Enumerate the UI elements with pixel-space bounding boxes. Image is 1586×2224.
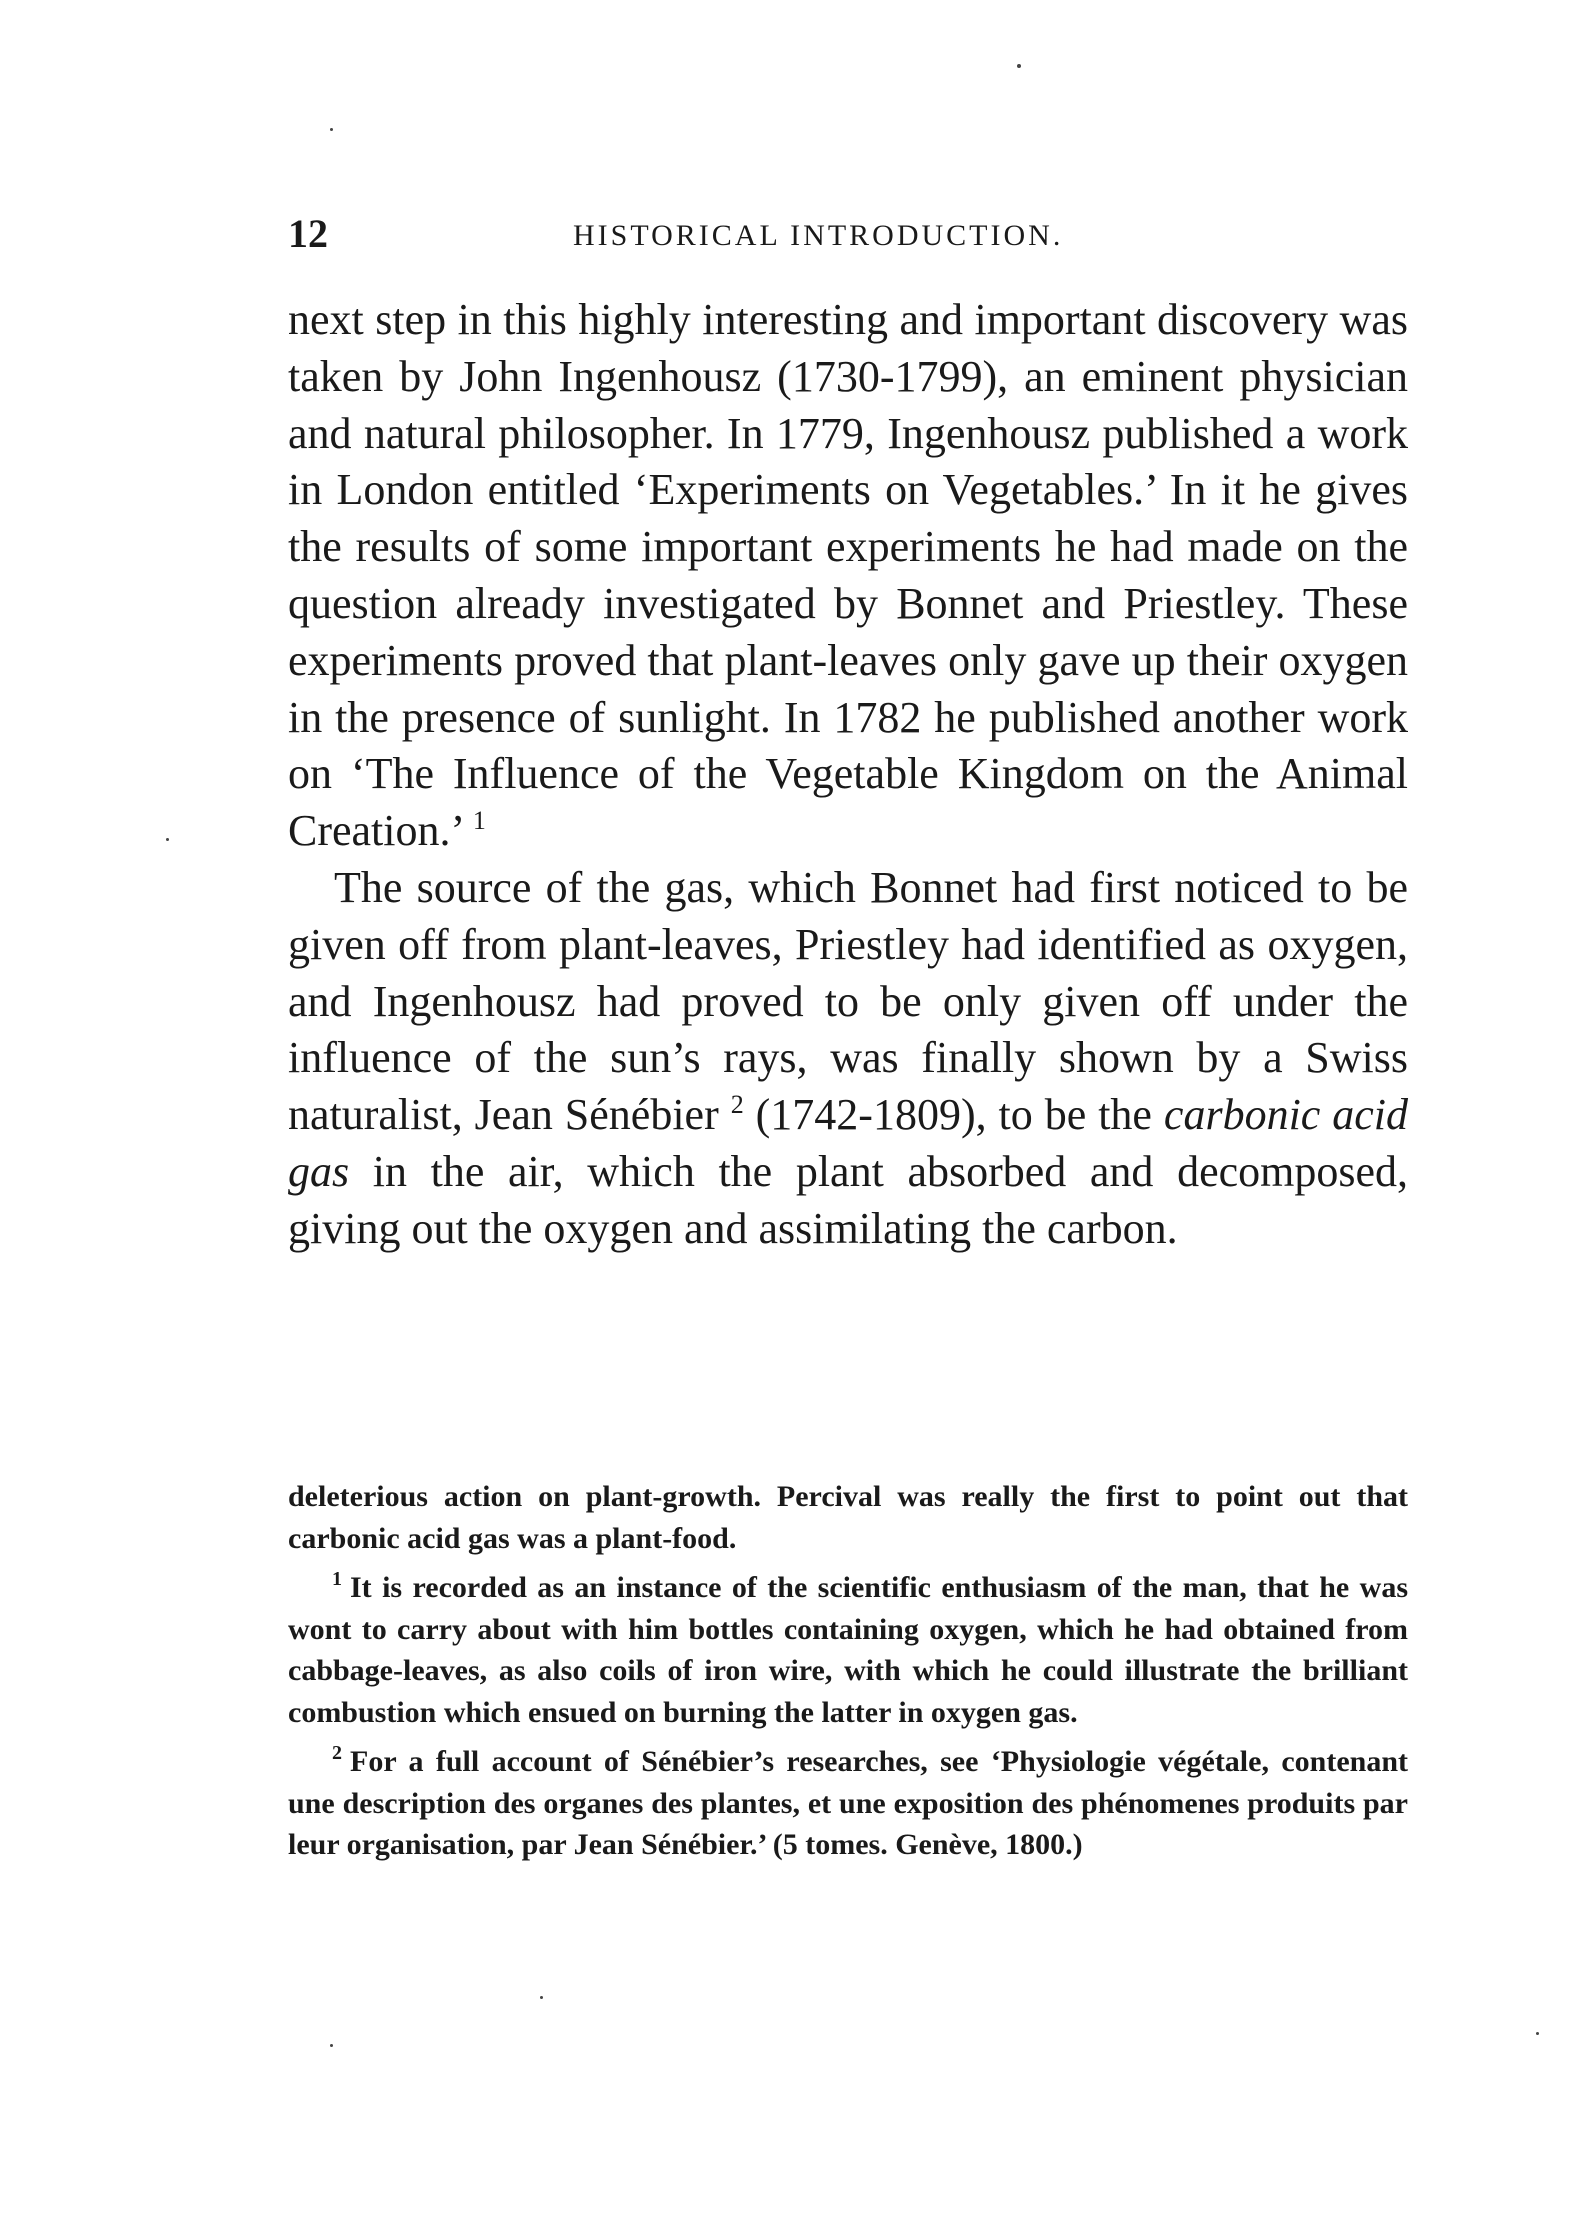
footnote-2-mark: 2 [332,1742,342,1764]
footnote-1 [288,1567,1408,1733]
body-text [288,292,1408,1258]
page-number: 12 [288,211,328,256]
footnote-ref-1: 1 [472,806,486,836]
paragraph-1-text: next step in this highly interesting and important discovery was taken by John Ingenhousz (1730-1799), an eminent physician and natural philosopher. In 1779, Ingenhousz published a work in London entitled ‘Experiments on Vegetables.’ In it he gives the results of some important experiments he had made on the question already investigated by Bonnet and Priestley. These experiments proved that plant-leaves only gave up their oxygen in the presence of sunlight. In 1782 he published another work on ‘The Influence of the Vegetable Kingdom on the Animal Creation.’ [288,295,1408,856]
running-title: HISTORICAL INTRODUCTION. [573,219,1064,252]
paragraph-2-italic: carbonic acid gas [288,1090,1409,1196]
footnote-2 [288,1741,1408,1866]
footnote-1-mark: 1 [332,1568,342,1590]
paragraph-2-text-a: The source of the gas, which Bonnet had first noticed to be given off from plant-leaves, Priestley had identified as oxygen, and Ingenhousz had proved to be only given off under the influence of the sun’s rays, was finally shown by a Swiss naturalist, Jean Sénébier [288,862,1408,1140]
paragraph-1 [288,292,1408,860]
footnote-ref-2: 2 [730,1090,744,1120]
scan-speck [1536,2032,1539,2035]
scan-speck [330,128,333,131]
scan-speck [330,2044,333,2047]
footnote-2-text: For a full account of Sénébier’s researches, see ‘Physiologie végétale, contenant une description des organes des plantes, et une exposition des phénomenes produits par leur organisation, par Jean Sénébier.’ (5 tomes. Genève, 1800.) [288,1745,1408,1861]
footnotes [288,1476,1408,1866]
paragraph-2 [288,860,1408,1258]
footnote-1-text: It is recorded as an instance of the scientific enthusiasm of the man, that he was wont to carry about with him bottles containing oxygen, which he had obtained from cabbage-leaves, as also coils of iron wire, with which he could illustrate the brilliant combustion which ensued on burning the latter in oxygen gas. [288,1571,1408,1729]
paragraph-2-text-c: in the air, which the plant absorbed and decomposed, giving out the oxygen and assimilating the carbon. [288,1146,1409,1253]
paragraph-2-text-b: (1742-1809), to be the [755,1090,1152,1140]
scan-speck [1017,64,1021,68]
scan-speck [540,1996,543,1999]
running-head [288,210,1408,260]
footnote-continued: deleterious action on plant-growth. Percival was really the first to point out that carbonic acid gas was a plant-food. [288,1480,1408,1555]
scan-speck [166,838,169,841]
